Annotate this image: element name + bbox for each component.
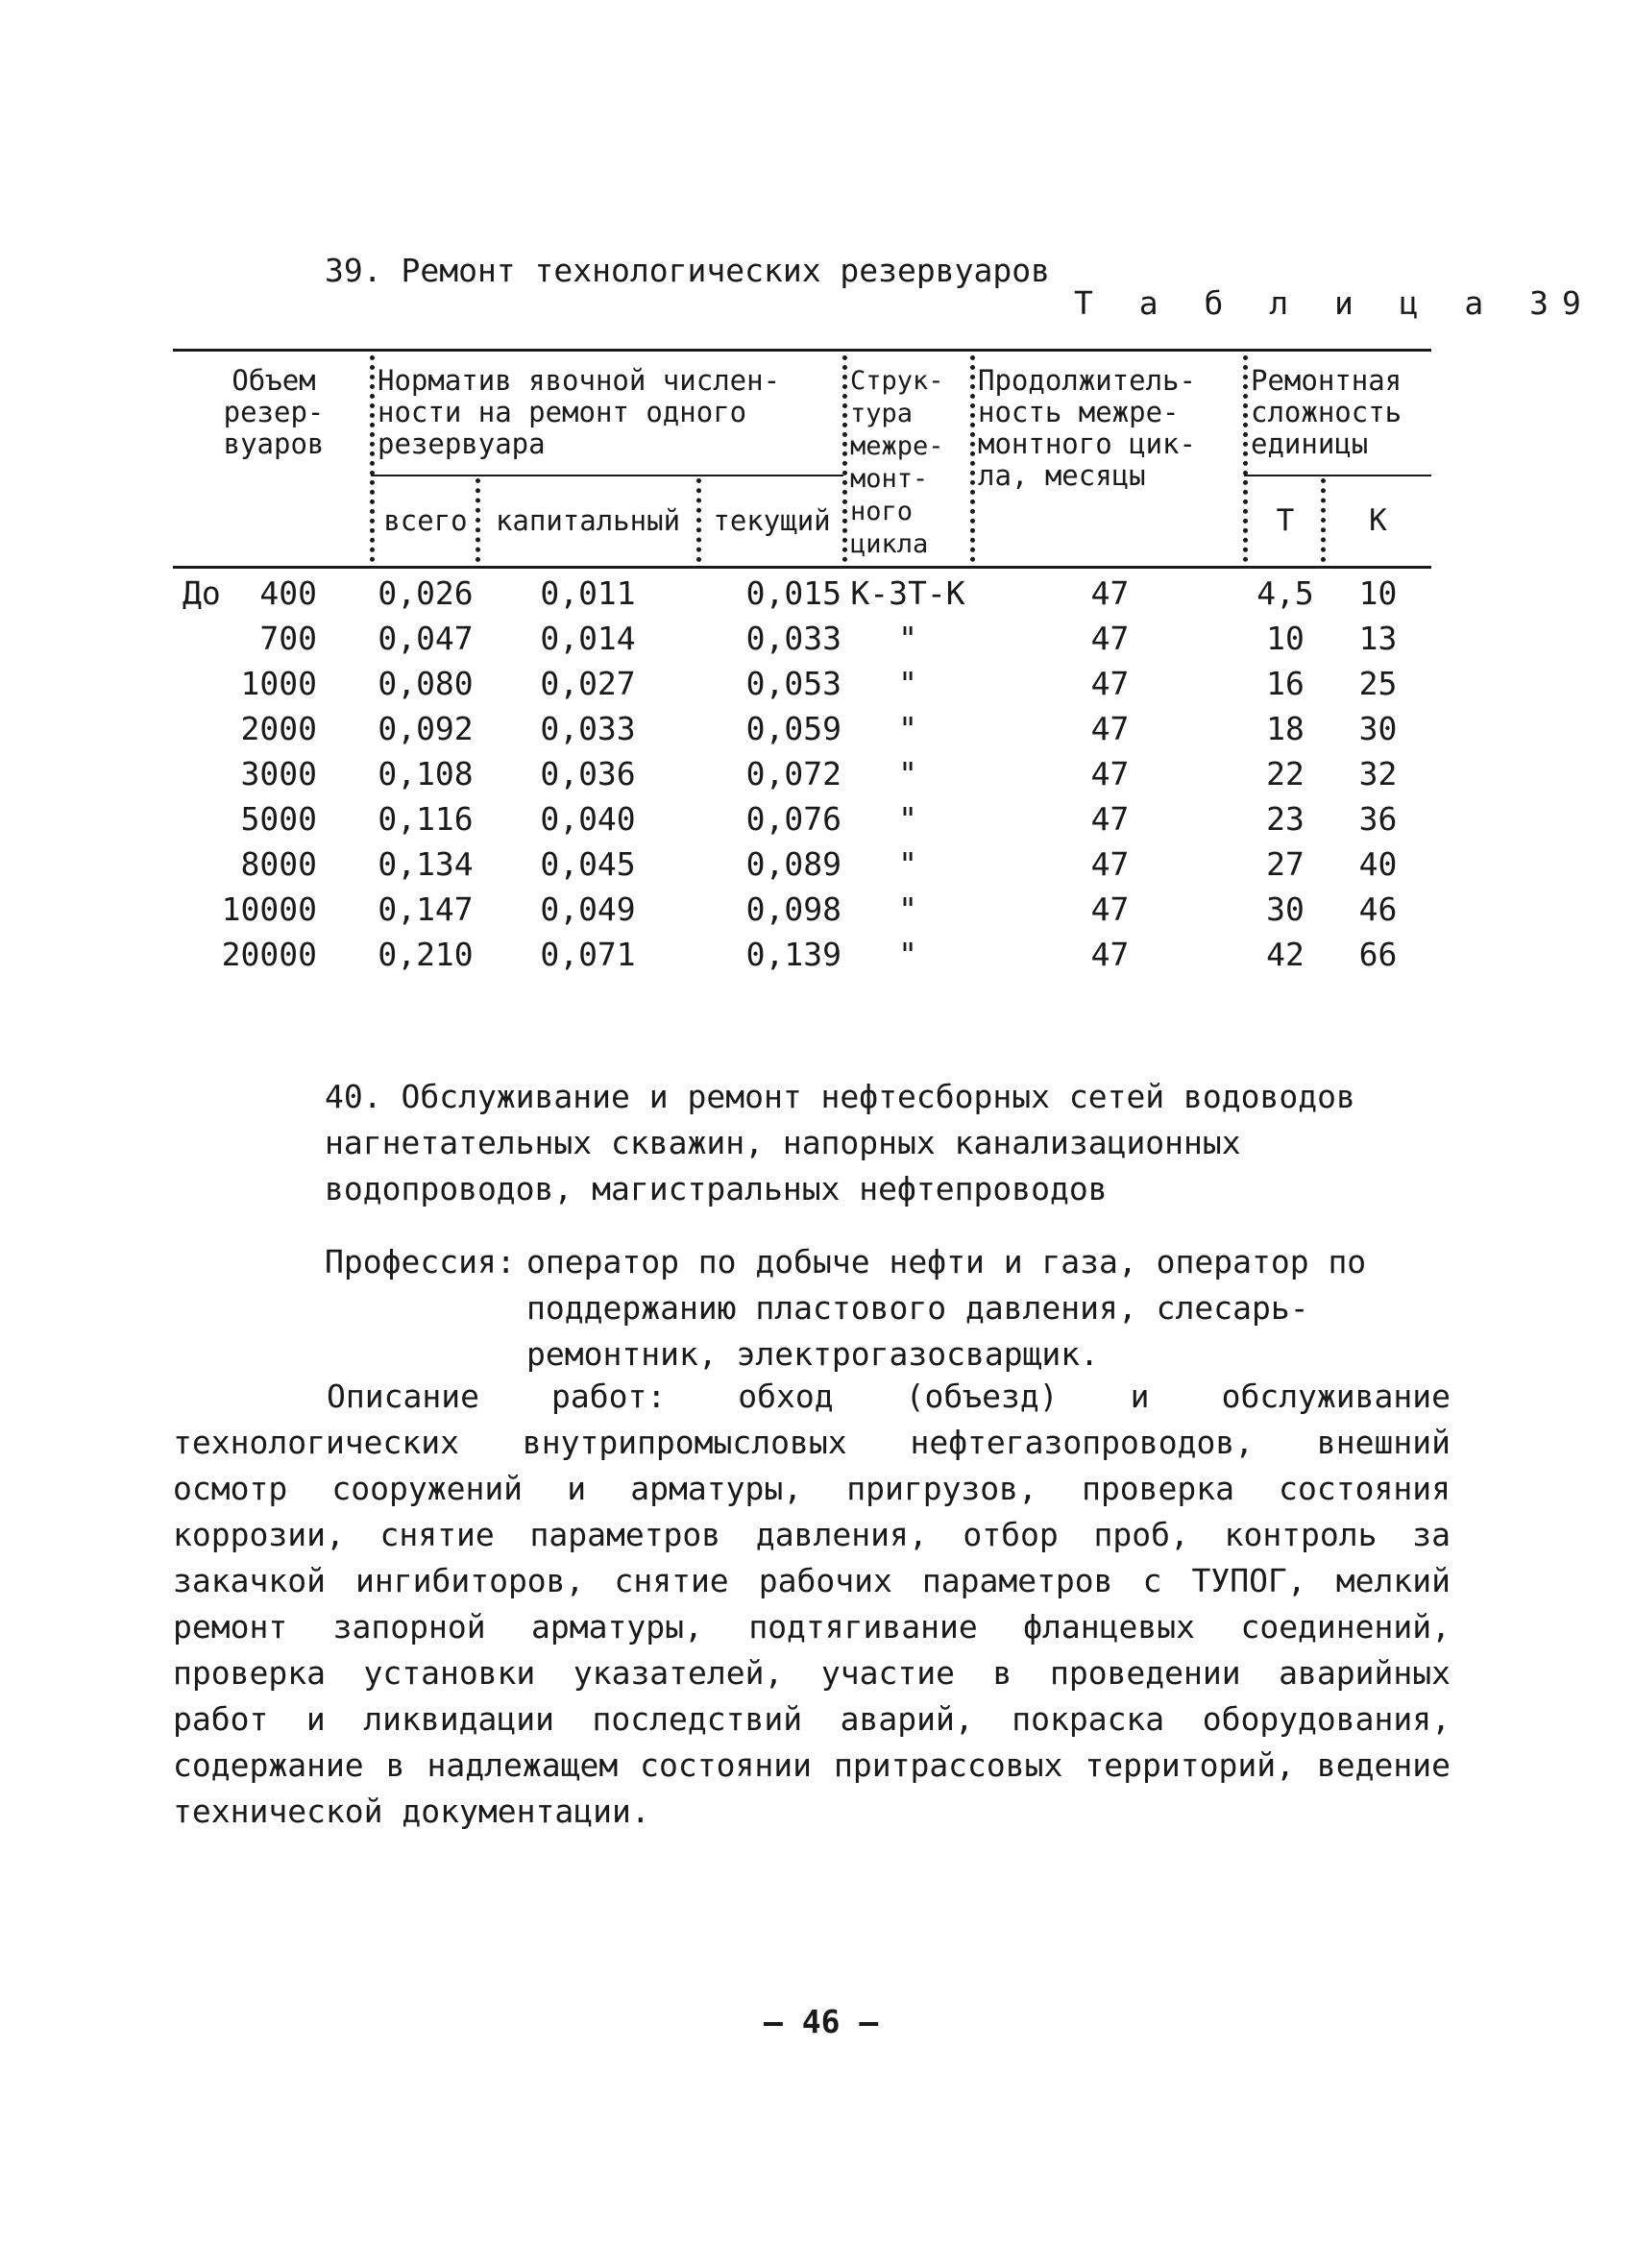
cell-capital: 0,033 [540, 710, 636, 747]
col-sep-6 [1243, 355, 1248, 562]
cell-duration: 47 [1090, 710, 1130, 747]
cell-k: 13 [1358, 620, 1398, 657]
cell-structure: " [898, 665, 917, 702]
header-subdivider-complexity [1244, 475, 1431, 476]
cell-k: 66 [1358, 936, 1398, 973]
cell-k: 30 [1358, 710, 1398, 747]
header-duration: Продолжитель- ность межре- монтного цик- ла, месяцы [978, 364, 1196, 492]
cell-t: 30 [1266, 890, 1305, 928]
cell-k: 36 [1358, 800, 1398, 838]
cell-duration: 47 [1090, 620, 1130, 657]
header-volume: Объем резер- вуаров [223, 364, 325, 460]
cell-total: 0,047 [378, 620, 474, 657]
col-sep-1 [370, 355, 375, 562]
cell-duration: 47 [1090, 845, 1130, 883]
cell-t: 4,5 [1256, 574, 1314, 612]
cell-volume: 20000 [221, 936, 317, 973]
cell-structure: " [898, 845, 917, 883]
cell-structure: " [898, 755, 917, 793]
cell-k: 25 [1358, 665, 1398, 702]
section-39-title: 39. Ремонт технологических резервуаров [325, 252, 1050, 289]
cell-volume: 700 [259, 620, 317, 657]
cell-t: 23 [1266, 800, 1305, 838]
cell-capital: 0,011 [540, 574, 636, 612]
header-structure: Струк- тура межре- монт- ного цикла [850, 366, 944, 559]
cell-volume: 2000 [240, 710, 317, 747]
cell-total: 0,134 [378, 845, 474, 883]
work-description [173, 1374, 1451, 1835]
cell-structure: " [898, 936, 917, 973]
cell-current: 0,059 [745, 710, 841, 747]
cell-current: 0,089 [745, 845, 841, 883]
cell-capital: 0,036 [540, 755, 636, 793]
cell-t: 18 [1266, 710, 1305, 747]
section-40-title: 40. Обслуживание и ремонт нефтесборных сетей водоводов нагнетательных скважин, напорных канализационных водопроводов, магистральных нефтепроводов [325, 1078, 1355, 1207]
header-subdivider-norm [371, 475, 843, 476]
work-description-text: Описание работ: обход (объезд) и обслуживание технологических внутрипромысловых нефтегазопроводов, внешний осмотр сооружений и арматуры, пригрузов, проверка состояния коррозии, снятие параметров давления, отбор проб, контроль за закачкой ингибиторов, снятие рабочих параметров с ТУПОГ, мелкий ремонт запорной арматуры, подтягивание фланцевых соединений, проверка установки указателей, участие в проведении аварийных работ и ликвидации последствий аварий, покраска оборудования, содержание в надлежащем состоянии притрассовых территорий, ведение технической документации. [173, 1378, 1451, 1830]
cell-volume: 1000 [240, 665, 317, 702]
cell-structure: К-3Т-К [850, 574, 965, 612]
header-t: Т [1276, 503, 1295, 538]
cell-volume: 10000 [221, 890, 317, 928]
header-bottom-rule [173, 566, 1431, 569]
col-sep-3 [696, 478, 701, 562]
col-sep-7 [1321, 478, 1326, 562]
cell-capital: 0,049 [540, 890, 636, 928]
cell-duration: 47 [1090, 890, 1130, 928]
cell-current: 0,033 [745, 620, 841, 657]
cell-t: 27 [1266, 845, 1305, 883]
cell-total: 0,210 [378, 936, 474, 973]
header-complexity-group: Ремонтная сложность единицы [1251, 364, 1402, 460]
cell-current: 0,053 [745, 665, 841, 702]
cell-duration: 47 [1090, 800, 1130, 838]
cell-total: 0,026 [378, 574, 474, 612]
page-number: – 46 – [764, 2003, 879, 2040]
cell-prefix: До [183, 574, 221, 612]
cell-current: 0,098 [745, 890, 841, 928]
cell-total: 0,147 [378, 890, 474, 928]
cell-current: 0,015 [745, 574, 841, 612]
cell-volume: 8000 [240, 845, 317, 883]
cell-structure: " [898, 710, 917, 747]
cell-volume: 400 [259, 574, 317, 612]
cell-volume: 5000 [240, 800, 317, 838]
cell-total: 0,116 [378, 800, 474, 838]
cell-t: 16 [1266, 665, 1305, 702]
cell-structure: " [898, 890, 917, 928]
cell-duration: 47 [1090, 665, 1130, 702]
cell-capital: 0,014 [540, 620, 636, 657]
cell-total: 0,108 [378, 755, 474, 793]
cell-total: 0,080 [378, 665, 474, 702]
col-sep-2 [476, 478, 480, 562]
header-k: К [1369, 503, 1387, 538]
cell-t: 10 [1266, 620, 1305, 657]
cell-structure: " [898, 800, 917, 838]
cell-k: 32 [1358, 755, 1398, 793]
header-norm-group: Норматив явочной числен- ности на ремонт одного резервуара [378, 364, 781, 460]
col-sep-5 [970, 355, 975, 562]
cell-duration: 47 [1090, 936, 1130, 973]
cell-capital: 0,045 [540, 845, 636, 883]
cell-volume: 3000 [240, 755, 317, 793]
cell-total: 0,092 [378, 710, 474, 747]
cell-t: 42 [1266, 936, 1305, 973]
cell-k: 10 [1358, 574, 1398, 612]
cell-capital: 0,071 [540, 936, 636, 973]
cell-current: 0,139 [745, 936, 841, 973]
header-total: всего [383, 504, 468, 537]
profession-label: Профессия: [325, 1243, 516, 1280]
cell-current: 0,076 [745, 800, 841, 838]
cell-duration: 47 [1090, 755, 1130, 793]
cell-t: 22 [1266, 755, 1305, 793]
table-top-rule [173, 349, 1431, 352]
cell-current: 0,072 [745, 755, 841, 793]
table-label: Т а б л и ц а 39 [1074, 284, 1595, 322]
cell-k: 46 [1358, 890, 1398, 928]
cell-k: 40 [1358, 845, 1398, 883]
cell-capital: 0,027 [540, 665, 636, 702]
cell-duration: 47 [1090, 574, 1130, 612]
header-current: текущий [713, 504, 831, 537]
profession-text: оператор по добыче нефти и газа, оператор по поддержанию пластового давления, слесарь-ремонтник, электрогазосварщик. [526, 1243, 1367, 1373]
cell-capital: 0,040 [540, 800, 636, 838]
cell-structure: " [898, 620, 917, 657]
header-capital: капитальный [495, 504, 681, 537]
